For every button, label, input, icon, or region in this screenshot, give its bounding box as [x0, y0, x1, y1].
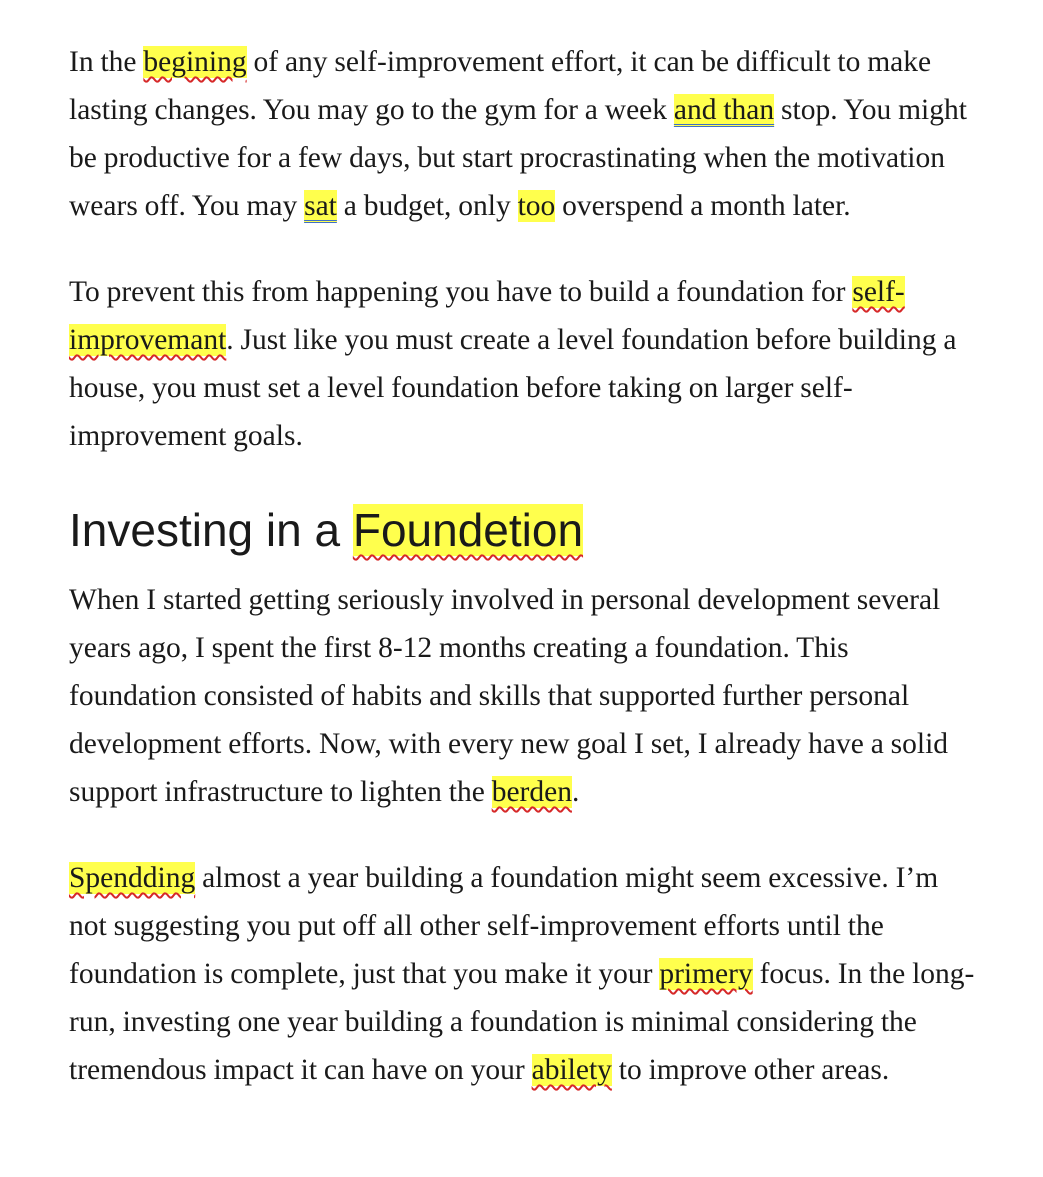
grammar-error-and-than[interactable]: and than: [673, 94, 775, 126]
paragraph-2: [69, 268, 979, 460]
spelling-error-self-improvemant[interactable]: self-improvemant: [69, 276, 905, 356]
spelling-error-primery[interactable]: primery: [659, 958, 753, 990]
spelling-error-spendding[interactable]: Spendding: [69, 862, 196, 894]
grammar-error-sat[interactable]: sat: [304, 190, 337, 222]
text-segment: stop. You might be productive for a few days, but start procrastinating when the motivation wears off. You may: [69, 94, 967, 222]
paragraph-3: [69, 576, 979, 816]
text-segment: . Just like you must create a level foundation before building a house, you must set a level foundation before taking on larger self-improvement goals.: [69, 324, 957, 452]
text-segment: In the: [69, 46, 144, 78]
text-segment: To prevent this from happening you have to build a foundation for: [69, 276, 853, 308]
text-segment: When I started getting seriously involved in personal development several years ago, I spent the first 8-12 months creating a foundation. This foundation consisted of habits and skills that supported further personal development efforts. Now, with every new goal I set, I already have a solid support infrastructure to lighten the: [69, 584, 949, 808]
text-segment: of any self-improvement effort, it can be difficult to make lasting changes. You may go to the gym for a week: [69, 46, 932, 126]
text-segment: focus. In the long-run, investing one year building a foundation is minimal considering the tremendous impact it can have on your: [69, 958, 975, 1086]
text-segment: .: [571, 776, 580, 808]
text-segment: overspend a month later.: [555, 190, 851, 222]
spelling-error-begining[interactable]: begining: [143, 46, 247, 78]
spelling-error-foundetion[interactable]: Foundetion: [352, 504, 584, 556]
highlighted-word-too[interactable]: too: [517, 190, 556, 222]
heading-text: Investing in a: [69, 504, 353, 556]
text-segment: a budget, only: [336, 190, 518, 222]
text-segment: to improve other areas.: [611, 1054, 890, 1086]
paragraph-1: [69, 38, 979, 230]
text-segment: almost a year building a foundation might seem excessive. I’m not suggesting you put off all other self-improvement efforts until the foundation is complete, just that you make it your: [69, 862, 939, 990]
section-heading: [69, 498, 979, 562]
spelling-error-abilety[interactable]: abilety: [531, 1054, 612, 1086]
paragraph-4: [69, 854, 979, 1094]
spelling-error-berden[interactable]: berden: [491, 776, 572, 808]
document-body: [69, 38, 979, 1094]
